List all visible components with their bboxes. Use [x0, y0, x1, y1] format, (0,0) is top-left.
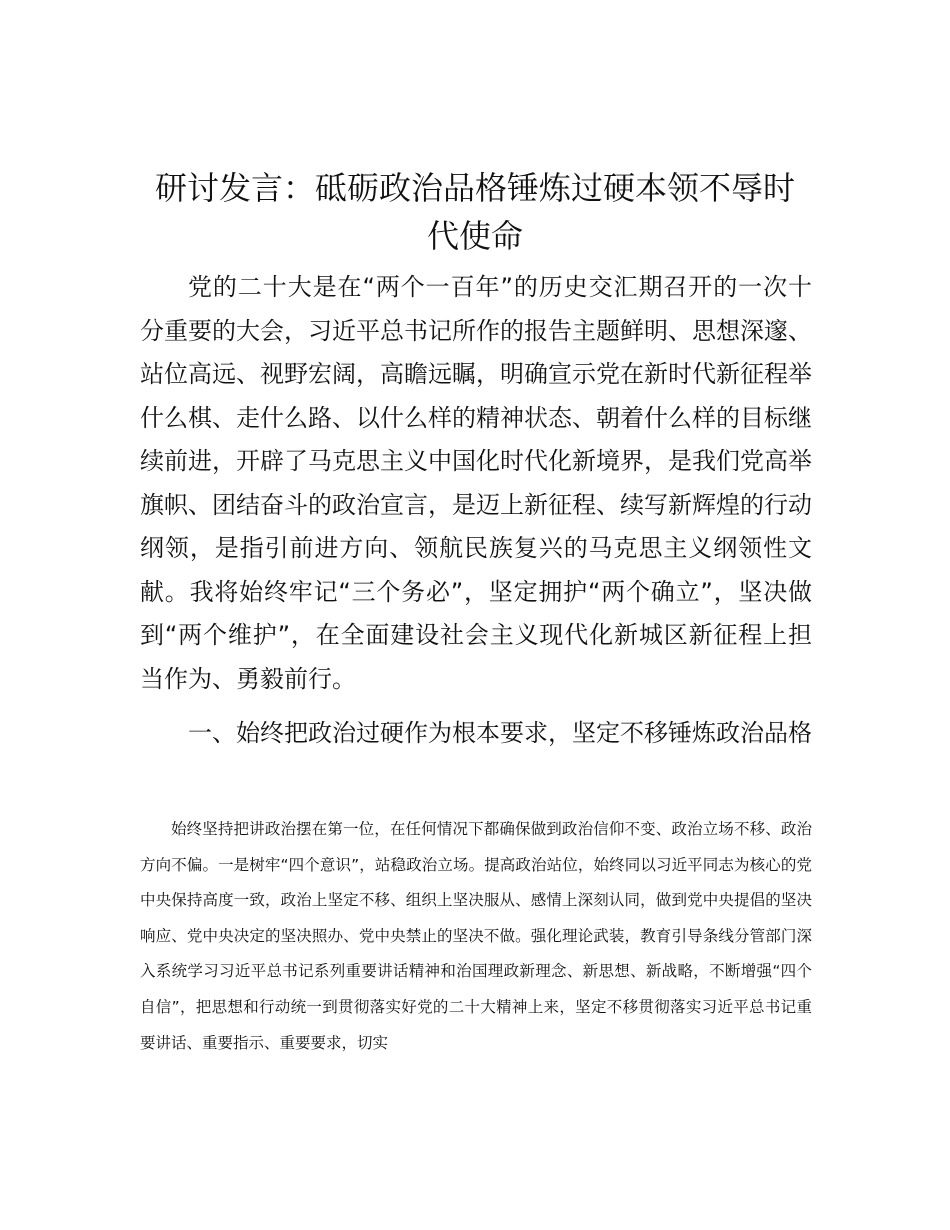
section-heading-one: 一、始终把政治过硬作为根本要求，坚定不移锤炼政治品格 — [188, 719, 812, 747]
intro-paragraph: 党的二十大是在“两个一百年”的历史交汇期召开的一次十分重要的大会，习近平总书记所作的报告主题鲜明、思想深邃、站位高远、视野宏阔，高瞻远瞩，明确宣示党在新时代新征程举什么棋、走什么路、以什么样的精神状态、朝着什么样的目标继续前进，开辟了马克思主义中国化时代化新境界，是我们党高举旗帜、团结奋斗的政治宣言，是迈上新征程、续写新辉煌的行动纲领，是指引前进方向、领航民族复兴的马克思主义纲领性文献。我将始终牢记“三个务必”，坚定拥护“两个确立”，坚决做到“两个维护”，在全面建设社会主义现代化新城区新征程上担当作为、勇毅前行。 — [140, 273, 812, 693]
section-one-body: 始终坚持把讲政治摆在第一位，在任何情况下都确保做到政治信仰不变、政治立场不移、政治方向不偏。一是树牢“四个意识”，站稳政治立场。提高政治站位，始终同以习近平同志为核心的党中央保持高度一致，政治上坚定不移、组织上坚决服从、感情上深刻认同，做到党中央提倡的坚决响应、党中央决定的坚决照办、党中央禁止的坚决不做。强化理论武装，教育引导条线分管部门深入系统学习习近平总书记系列重要讲话精神和治国理政新理念、新思想、新战略，不断增强“四个自信”，把思想和行动统一到贯彻落实好党的二十大精神上来，坚定不移贯彻落实习近平总书记重要讲话、重要指示、重要要求，切实 — [140, 820, 812, 1052]
document-title: 研讨发言：砥砺政治品格锤炼过硬本领不辱时代使命 — [154, 169, 795, 255]
